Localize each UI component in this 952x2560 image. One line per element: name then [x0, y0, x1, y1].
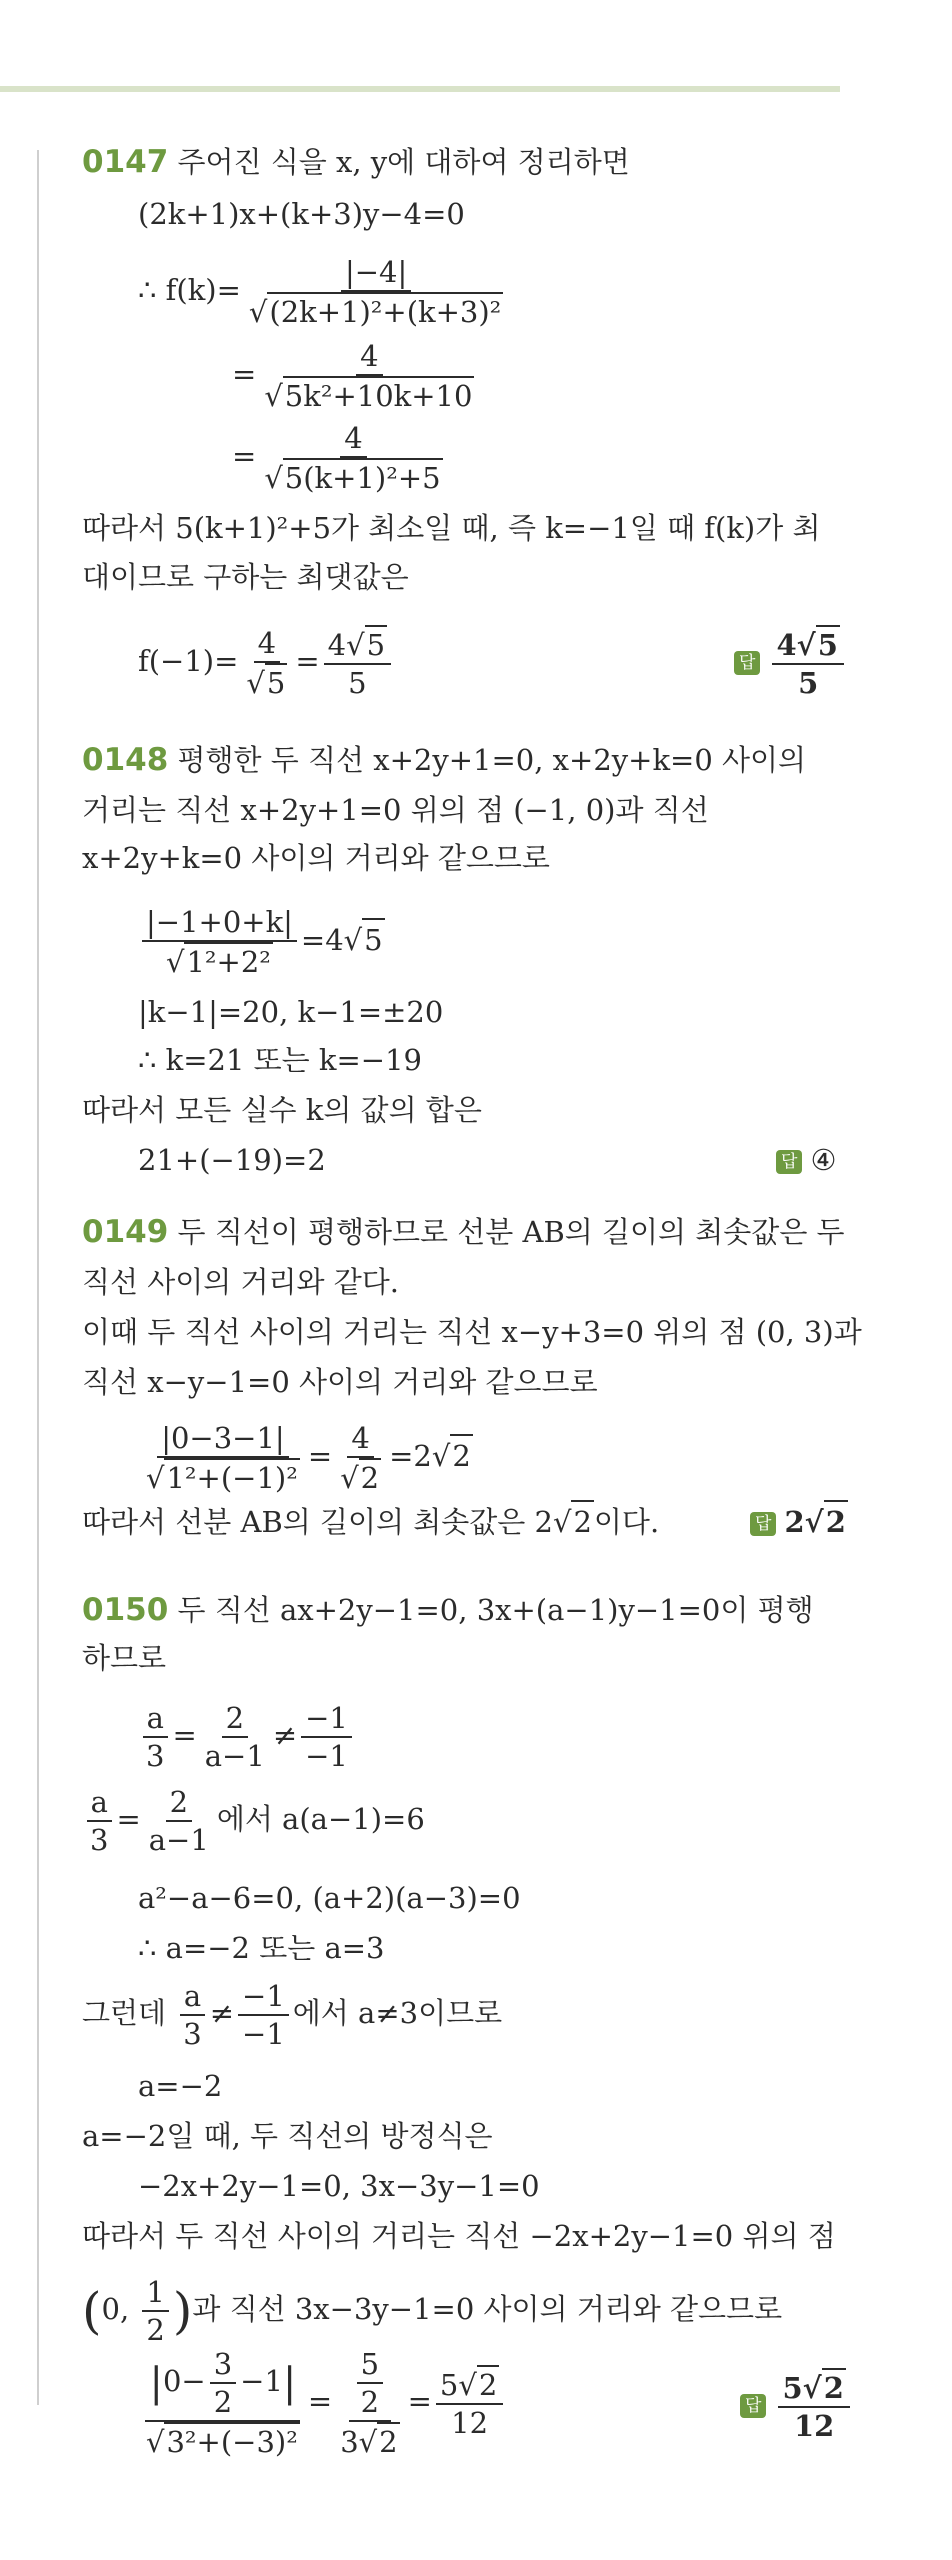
p0150-line1: 0150 두 직선 ax+2y−1=0, 3x+(a−1)y−1=0이 평행	[82, 1592, 814, 1628]
p0147-eq4: = $\frac{4}{\text{√5(k+1)²+5}}$	[232, 420, 451, 496]
answer-value: ④	[810, 1143, 837, 1177]
p0148-eq4: 21+(−19)=2	[138, 1143, 326, 1177]
p0148-line3: x+2y+k=0 사이의 거리와 같으므로	[82, 841, 550, 875]
problem-number: 0147	[82, 144, 169, 180]
fraction-denominator: (2k+1)²+(k+3)²	[267, 292, 503, 330]
p0148-eq3: ∴ k=21 또는 k=−19	[138, 1043, 422, 1077]
p0147-text2: 대이므로 구하는 최댓값은	[82, 560, 409, 594]
problem-intro: 주어진 식을 x, y에 대하여 정리하면	[168, 145, 630, 179]
fraction: $\frac{4}{√2}$	[340, 1421, 380, 1495]
fraction-numerator: |−4|	[341, 254, 411, 292]
fraction: $\frac{-1}{-1}$	[238, 1978, 289, 2052]
p0148-line1: 0148 평행한 두 직선 x+2y+1=0, x+2y+k=0 사이의	[82, 742, 807, 778]
fraction: $\frac{a}{3}$	[142, 1700, 168, 1774]
p0150-answer	[740, 2368, 854, 2444]
left-margin-line	[37, 150, 39, 2405]
p0148-answer	[776, 1140, 836, 1180]
answer-tag: 답	[750, 1512, 776, 1536]
eq-lhs: ∴ f(k)=	[138, 273, 241, 307]
p0150-text2: 따라서 두 직선 사이의 거리는 직선 −2x+2y−1=0 위의 점	[82, 2219, 836, 2253]
fraction: $\frac{4}{\text{√5(k+1)²+5}}$	[264, 421, 441, 495]
p0149-answer	[750, 1500, 848, 1542]
answer-value: $\frac{4√5}{5}$	[772, 625, 843, 701]
fraction: $\frac{5}{2}$	[357, 2346, 383, 2420]
p0147-eq3: = $\frac{4}{\text{√5k²+10k+10}}$	[232, 338, 482, 414]
fraction: $\frac{a}{3}$	[86, 1784, 112, 1858]
fraction: $\frac{3}{2}$	[210, 2346, 236, 2420]
answer-value: $\frac{5√2}{12}$	[778, 2368, 849, 2444]
fraction: $\frac{1}{2}$	[142, 2274, 168, 2348]
answer-tag: 답	[734, 651, 760, 675]
p0150-eq3: a²−a−6=0, (a+2)(a−3)=0	[138, 1881, 521, 1915]
p0150-final: |0− $\frac{3}{2}$ −1| √3²+(−3)² = $\frac{\frac{5}{2}}{3√2}$ = $\frac{5√2}{12}$	[138, 2346, 507, 2460]
problem-number: 0150	[82, 1592, 169, 1628]
top-divider	[0, 86, 840, 92]
p0150-eq6: a=−2	[138, 2069, 223, 2103]
fraction: $\frac{|-4|}{\text{√(2k+1)²+(k+3)²}}$	[248, 255, 502, 329]
fraction: $\frac{|-1+0+k|}{\text{√1²+2²}}$	[142, 904, 297, 980]
p0149-line3: 이때 두 직선 사이의 거리는 직선 x−y+3=0 위의 점 (0, 3)과	[82, 1315, 862, 1349]
fraction: $\frac{\frac{5}{2}}{3√2}$	[340, 2347, 398, 2459]
problem-number: 0149	[82, 1214, 169, 1250]
p0149-line1: 0149 두 직선이 평행하므로 선분 AB의 길이의 최솟값은 두	[82, 1214, 845, 1250]
p0147-answer	[734, 625, 848, 701]
answer-value: 2√2	[784, 1505, 847, 1539]
p0147-eq2	[138, 254, 511, 330]
eq-lhs: f(−1)=	[138, 644, 239, 678]
fraction: $\frac{4}{√5}$	[246, 626, 286, 700]
answer-tag: 답	[776, 1150, 802, 1174]
p0150-eq4: ∴ a=−2 또는 a=3	[138, 1931, 385, 1965]
p0147-header	[82, 142, 630, 182]
fraction: $\frac{-1}{-1}$	[301, 1700, 352, 1774]
fraction: $\frac{2}{a-1}$	[148, 1785, 209, 1857]
p0150-eq5: 그런데 $\frac{a}{3}$ ≠ $\frac{-1}{-1}$ 에서 a≠3이므로	[82, 1979, 503, 2051]
fraction-denominator: 5(k+1)²+5	[283, 458, 443, 496]
fraction-numerator: 4	[340, 420, 366, 458]
p0150-eq2: $\frac{a}{3}$ = $\frac{2}{a-1}$ 에서 a(a−1)=6	[82, 1784, 425, 1858]
fraction: $\frac{|0-3-1|}{\text{√1²+(−1)²}}$	[146, 1421, 298, 1495]
problem-number: 0148	[82, 742, 169, 778]
p0150-line2: 하므로	[82, 1641, 167, 1675]
fraction: |0− $\frac{3}{2}$ −1| √3²+(−3)²	[142, 2346, 304, 2460]
p0150-eq1: $\frac{a}{3}$ = $\frac{2}{a-1}$ ≠ $\frac{-1}{-1}$	[138, 1700, 356, 1774]
p0150-eq7: −2x+2y−1=0, 3x−3y−1=0	[138, 2169, 540, 2203]
fraction: $\frac{4}{\text{√5k²+10k+10}}$	[264, 339, 473, 413]
p0148-line2: 거리는 직선 x+2y+1=0 위의 점 (−1, 0)과 직선	[82, 793, 709, 827]
p0150-text1: a=−2일 때, 두 직선의 방정식은	[82, 2119, 493, 2153]
fraction: $\frac{4√5}{5}$	[324, 625, 391, 701]
p0147-text1: 따라서 5(k+1)²+5가 최소일 때, 즉 k=−1일 때 f(k)가 최	[82, 511, 821, 545]
p0148-text: 따라서 모든 실수 k의 값의 합은	[82, 1093, 482, 1127]
p0147-eq1: (2k+1)x+(k+3)y−4=0	[138, 197, 465, 231]
p0147-final: f(−1)= $\frac{4}{√5}$ = $\frac{4√5}{5}$	[138, 625, 395, 701]
fraction-numerator: 4	[356, 338, 382, 376]
p0148-eq1: $\frac{|-1+0+k|}{\text{√1²+2²}}$ =4√5	[138, 904, 385, 980]
p0149-eq: $\frac{|0-3-1|}{\text{√1²+(−1)²}}$ = $\frac{4}{√2}$ =2√2	[138, 1420, 473, 1496]
p0149-line4: 직선 x−y−1=0 사이의 거리와 같으므로	[82, 1365, 598, 1399]
p0150-point: (0, $\frac{1}{2}$ )과 직선 3x−3y−1=0 사이의 거리와 같으므로	[82, 2275, 783, 2347]
fraction-denominator: 5k²+10k+10	[283, 376, 475, 414]
fraction: $\frac{2}{a-1}$	[204, 1701, 265, 1773]
answer-tag: 답	[740, 2394, 766, 2418]
fraction: $\frac{5√2}{12}$	[436, 2365, 503, 2441]
p0149-text: 따라서 선분 AB의 길이의 최솟값은 2√2이다.	[82, 1500, 659, 1542]
p0149-line2: 직선 사이의 거리와 같다.	[82, 1265, 400, 1299]
fraction: $\frac{a}{3}$	[179, 1978, 205, 2052]
p0148-eq2: |k−1|=20, k−1=±20	[138, 995, 444, 1029]
